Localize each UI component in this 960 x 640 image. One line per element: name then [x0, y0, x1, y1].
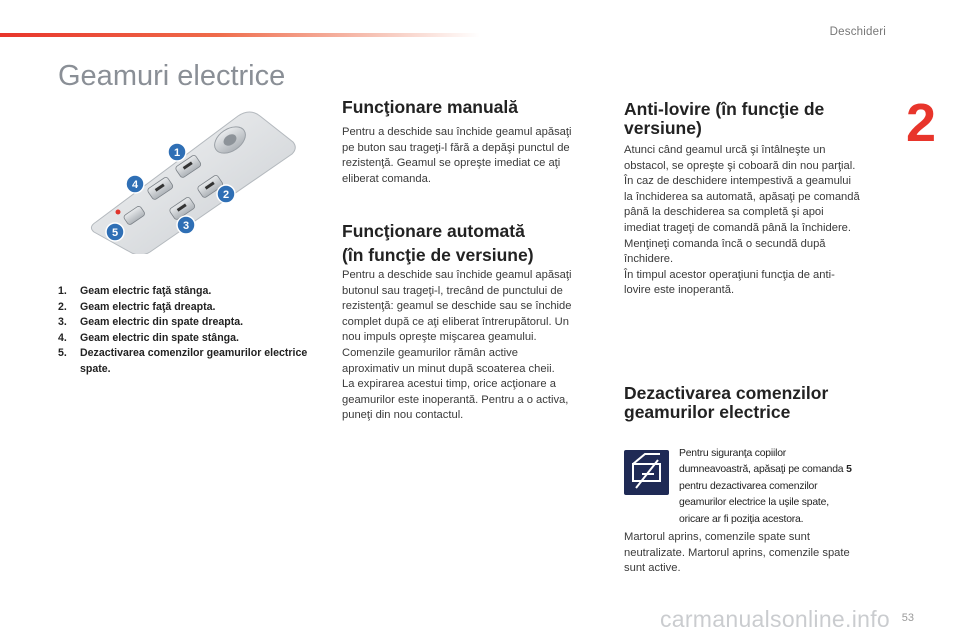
callout-4 [126, 175, 144, 193]
callout-5 [106, 223, 124, 241]
watermark: carmanualsonline.info [659, 606, 890, 632]
anti-pinch-heading-line2: versiune) [624, 118, 702, 138]
legend-item: 3. Geam electric din spate dreapta. [58, 316, 244, 329]
child-lock-icon [624, 450, 669, 495]
header-accent-bar [0, 33, 480, 37]
page-title: Geamuri electrice [58, 60, 286, 92]
manual-operation-text: Pentru a deschide sau închide geamul apăsaţi pe buton sau trageţi-l fără a depăşi punctul de rezistenţă. Geamul se opreşte imediat ce aţi eliberat comanda. [342, 126, 572, 185]
section-title: Deschideri [829, 26, 886, 38]
figure-legend [58, 284, 308, 378]
deactivation-heading-line1: Dezactivarea comenzilor [624, 383, 829, 403]
callout-2 [217, 185, 235, 203]
legend-item: 4. Geam electric din spate stânga. [58, 331, 239, 344]
legend-item: 5. Dezactivarea comenzilor geamurilor electrice spate. [58, 347, 308, 375]
automatic-operation-text: Pentru a deschide sau închide geamul apăsaţi butonul sau trageţi-l, trecând de punctului de rezistenţă: geamul se deschide sau se închide complet după ce aţi eliberat întrerupătorul. Un nou impuls opreşte mişcarea geamului. Comenzile geamurilor rămân active aproximativ un minut după scoaterea cheii. La expirarea acestui timp, orice acţionare a geamurilor este inoperantă. Pentru a o activa, puneţi din nou contactul. [342, 269, 572, 422]
callout-1 [168, 143, 186, 161]
svg-text:2: 2 [222, 189, 230, 201]
automatic-operation-heading-line1: Funcţionare automată [342, 221, 525, 241]
svg-text:4: 4 [131, 179, 139, 191]
manual-operation-heading: Funcţionare manuală [342, 97, 519, 117]
chapter-number: 2 [906, 93, 937, 153]
svg-text:3: 3 [182, 220, 190, 232]
window-switch-panel-illustration [88, 104, 298, 254]
anti-pinch-text: Atunci când geamul urcă şi întâlneşte un obstacol, se opreşte şi coboară din nou parţial. În caz de deschidere intempestivă a geamului la închiderea sa automată, apăsaţi pe comandă până la deschiderea sa completă şi apoi imediat trageţi de comandă până la închidere. Menţineţi comanda încă o secundă după închidere. În timpul acestor operaţiuni funcţia de anti- lovire este inoperantă. [624, 144, 860, 297]
anti-pinch-heading-line1: Anti-lovire (în funcţie de [624, 99, 825, 119]
automatic-operation-heading-line2: (în funcţie de versiune) [342, 245, 534, 265]
child-safety-notice: Pentru siguranţa copiilor dumneavoastră, apăsaţi pe comanda 5 pentru dezactivarea comenzilor geamurilor electrice la uşile spate, oricare ar fi poziţia acestora. [679, 448, 852, 525]
legend-item: 2. Geam electric faţă dreapta. [58, 300, 216, 313]
legend-item: 1. Geam electric faţă stânga. [58, 285, 212, 297]
svg-text:5: 5 [111, 227, 119, 239]
svg-text:1: 1 [173, 147, 181, 159]
deactivation-heading-line2: geamurilor electrice [624, 402, 791, 422]
deactivation-indicator-text: Martorul aprins, comenzile spate sunt neutralizate. Martorul aprins, comenzile spate sunt active. [624, 531, 850, 575]
callout-3 [177, 216, 195, 234]
page-number: 53 [901, 612, 914, 624]
